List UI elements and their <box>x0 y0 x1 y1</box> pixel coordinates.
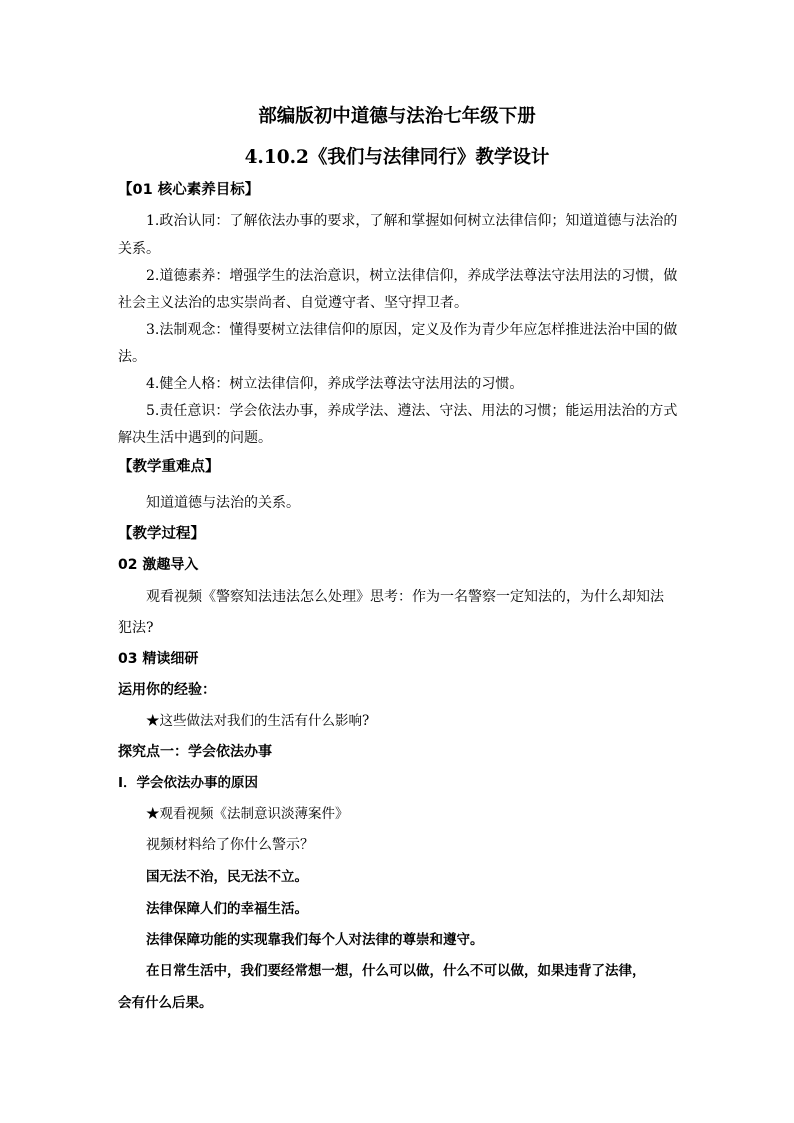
goal-item-3-line-2: 法。 <box>118 349 146 365</box>
section-heading-goals: 【01 核心素养目标】 <box>118 182 260 198</box>
document-subtitle: 4.10.2《我们与法律同行》教学设计 <box>244 147 550 168</box>
goal-item-1-line-1: 1.政治认同：了解依法办事的要求，了解和掌握如何树立法律信仰；知道道德与法治的 <box>146 213 678 229</box>
explore-heading: 探究点一：学会依法办事 <box>118 744 272 760</box>
goal-item-5-line-2: 解决生活中遇到的问题。 <box>118 430 272 446</box>
reading-heading: 03 精读细研 <box>118 651 199 667</box>
goal-item-4-line-1: 4.健全人格：树立法律信仰，养成学法尊法守法用法的习惯。 <box>146 376 524 392</box>
video-text: ★观看视频《法制意识淡薄案件》 <box>146 806 349 822</box>
intro-text-line-1: 观看视频《警察知法违法怎么处理》思考：作为一名警察一定知法的，为什么却知法 <box>146 589 664 605</box>
goal-item-2-line-2: 社会主义法治的忠实崇尚者、自觉遵守者、坚守捍卫者。 <box>118 295 468 311</box>
document-title: 部编版初中道德与法治七年级下册 <box>258 106 536 127</box>
answer-4-line-1: 在日常生活中，我们要经常想一想，什么可以做，什么不可以做，如果违背了法律， <box>146 963 646 979</box>
intro-heading: 02 激趣导入 <box>118 557 199 573</box>
experience-heading: 运用你的经验： <box>118 682 216 698</box>
experience-question: ★这些做法对我们的生活有什么影响? <box>146 713 370 729</box>
goal-item-2-line-1: 2.道德素养：增强学生的法治意识，树立法律信仰，养成学法尊法守法用法的习惯，做 <box>146 268 678 284</box>
answer-1: 国无法不治，民无法不立。 <box>146 869 308 885</box>
section-heading-key-points: 【教学重难点】 <box>118 459 220 475</box>
answer-4-line-2: 会有什么后果。 <box>118 995 213 1011</box>
answer-3: 法律保障功能的实现靠我们每个人对法律的尊崇和遵守。 <box>146 932 484 948</box>
question-text: 视频材料给了你什么警示？ <box>146 837 314 853</box>
section-heading-process: 【教学过程】 <box>118 526 205 542</box>
answer-2: 法律保障人们的幸福生活。 <box>146 901 308 917</box>
goal-item-5-line-1: 5.责任意识：学会依法办事，养成学法、遵法、守法、用法的习惯；能运用法治的方式 <box>146 403 678 419</box>
key-points-text: 知道道德与法治的关系。 <box>146 495 300 511</box>
goal-item-1-line-2: 关系。 <box>118 241 160 257</box>
intro-text-line-2: 犯法? <box>118 620 154 636</box>
goal-item-3-line-1: 3.法制观念：懂得要树立法律信仰的原因，定义及作为青少年应怎样推进法治中国的做 <box>146 322 678 338</box>
sub-heading: Ⅰ．学会依法办事的原因 <box>118 775 259 791</box>
